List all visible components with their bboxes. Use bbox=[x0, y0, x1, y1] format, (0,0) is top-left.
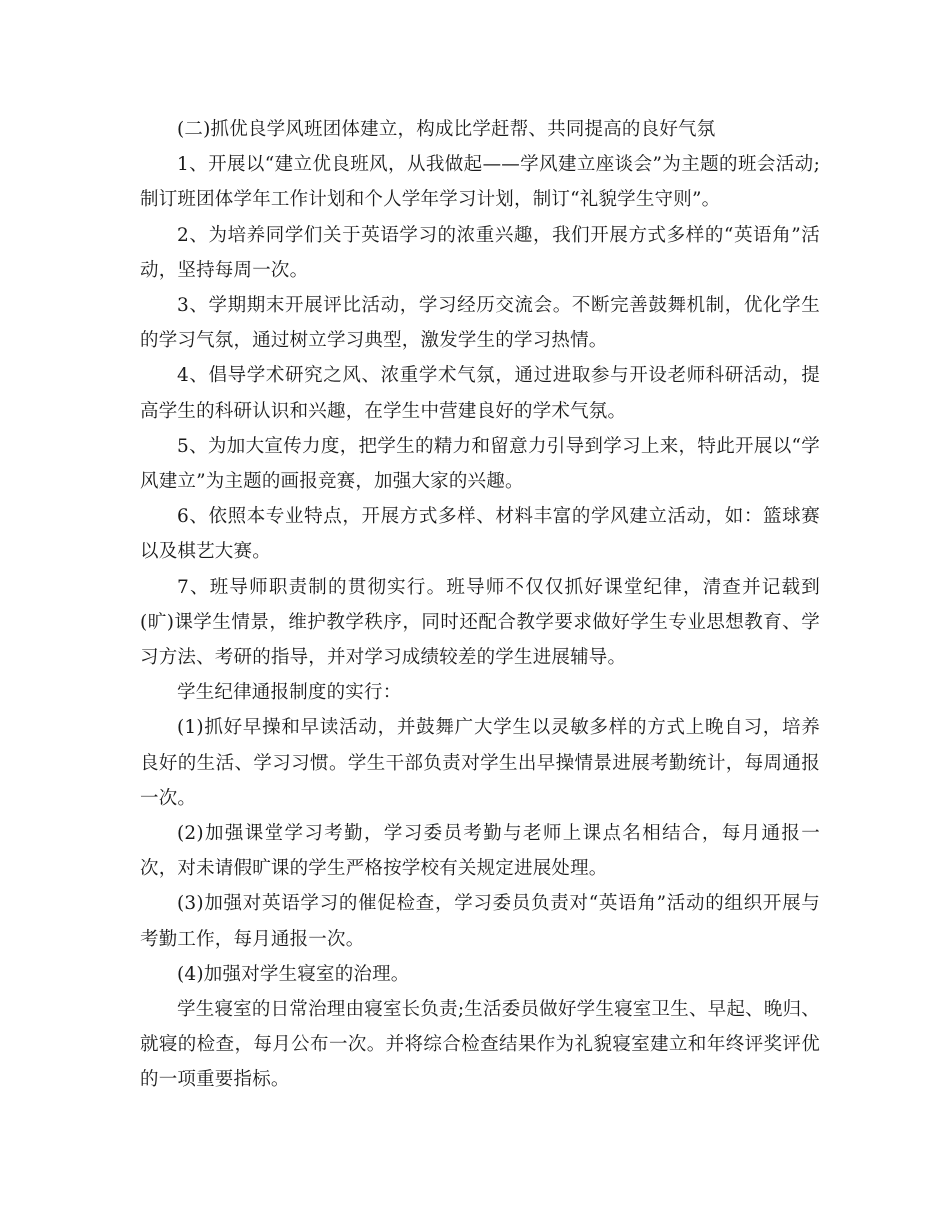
rule-item-1: (1)抓好早操和早读活动，并鼓舞广大学生以灵敏多样的方式上晚自习，培养良好的生活、学习习惯。学生干部负责对学生出早操情景进展考勤统计，每周通报一次。 bbox=[140, 717, 820, 809]
paragraph-item-3: 3、学期期末开展评比活动，学习经历交流会。不断完善鼓舞机制，优化学生的学习气氛，通过树立学习典型，激发学生的学习热情。 bbox=[140, 295, 820, 352]
rule-item-3: (3)加强对英语学习的催促检查，学习委员负责对“英语角”活动的组织开展与考勤工作，每月通报一次。 bbox=[140, 893, 820, 950]
subsection-heading: 学生纪律通报制度的实行： bbox=[177, 682, 402, 704]
rule-item-2: (2)加强课堂学习考勤，学习委员考勤与老师上课点名相结合，每月通报一次，对未请假旷课的学生严格按学校有关规定进展处理。 bbox=[140, 823, 820, 880]
paragraph-item-7: 7、班导师职责制的贯彻实行。班导师不仅仅抓好课堂纪律，清查并记载到(旷)课学生情景，维护教学秩序，同时还配合教学要求做好学生专业思想教育、学习方法、考研的指导，并对学习成绩较差的学生进展辅导。 bbox=[140, 576, 820, 669]
paragraph-item-6: 6、依照本专业特点，开展方式多样、材料丰富的学风建立活动，如：篮球赛以及棋艺大赛。 bbox=[140, 506, 820, 563]
paragraph-item-2: 2、为培养同学们关于英语学习的浓重兴趣，我们开展方式多样的“英语角”活动，坚持每周一次。 bbox=[140, 224, 820, 281]
paragraph-item-1: 1、开展以“建立优良班风，从我做起——学风建立座谈会”为主题的班会活动;制订班团体学年工作计划和个人学年学习计划，制订“礼貌学生守则”。 bbox=[140, 154, 820, 211]
paragraph-item-4: 4、倡导学术研究之风、浓重学术气氛，通过进取参与开设老师科研活动，提高学生的科研认识和兴趣，在学生中营建良好的学术气氛。 bbox=[140, 365, 820, 422]
section-heading: (二)抓优良学风班团体建立，构成比学赶帮、共同提高的良好气氛 bbox=[177, 119, 716, 140]
document-body bbox=[140, 112, 820, 1098]
paragraph-item-5: 5、为加大宣传力度，把学生的精力和留意力引导到学习上来，特此开展以“学风建立”为主题的画报竞赛，加强大家的兴趣。 bbox=[140, 435, 820, 493]
dormitory-paragraph: 学生寝室的日常治理由寝室长负责;生活委员做好学生寝室卫生、早起、晚归、就寝的检查，每月公布一次。并将综合检查结果作为礼貌寝室建立和年终评奖评优的一项重要指标。 bbox=[140, 999, 820, 1091]
rule-item-4: (4)加强对学生寝室的治理。 bbox=[177, 963, 410, 985]
